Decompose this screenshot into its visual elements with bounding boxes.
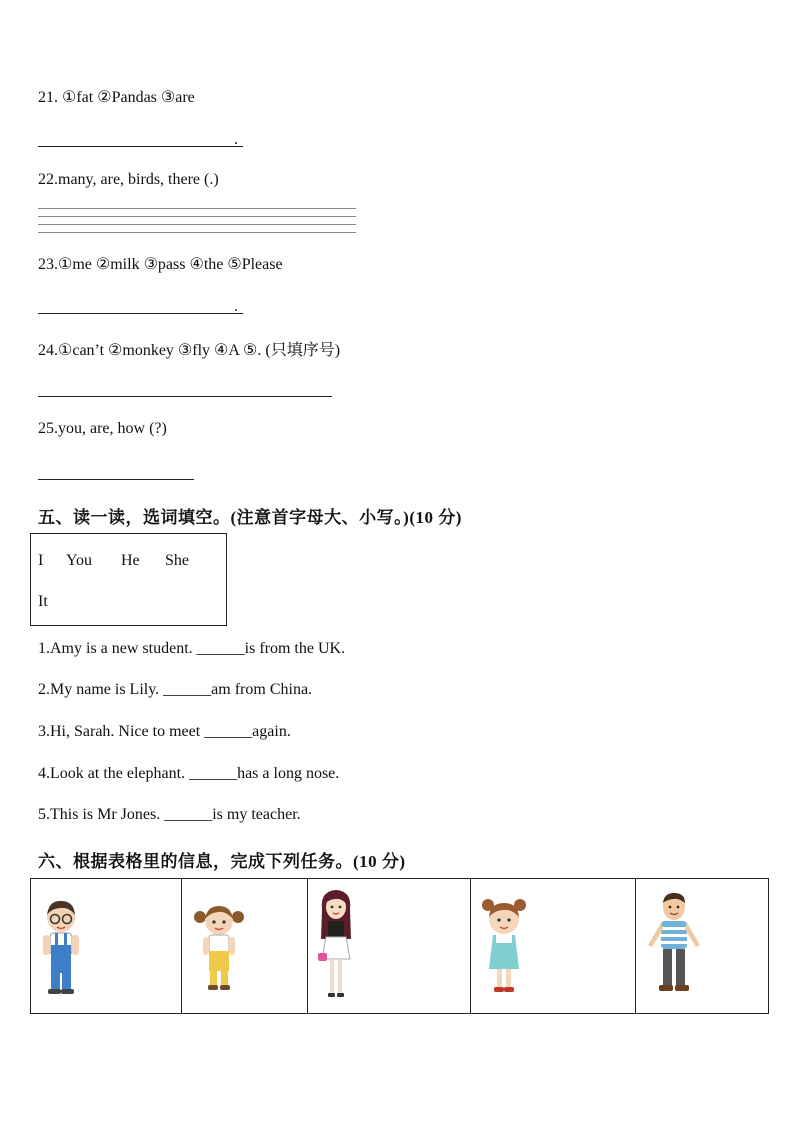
answer-line-25[interactable] <box>38 479 194 480</box>
question-25: 25.you, are, how (?) <box>38 420 167 437</box>
man-striped-shirt-image <box>644 891 704 997</box>
answer-line-23[interactable] <box>38 313 243 314</box>
table-cell-girl-buns <box>471 879 636 1014</box>
question-24: 24.①can’t ②monkey ③fly ④A ⑤. (只填序号) <box>38 342 341 359</box>
answer-line-24[interactable] <box>38 396 332 397</box>
word-bank-word: It <box>38 593 48 610</box>
fill-blank-item-1[interactable]: 1.Amy is a new student. ______is from the UK. <box>38 640 346 657</box>
people-picture-table <box>30 878 769 1014</box>
section-6-heading: 六、根据表格里的信息，完成下列任务。(10 分) <box>38 852 406 871</box>
answer-line-21[interactable] <box>38 146 243 147</box>
table-cell-boy <box>31 879 182 1014</box>
table-cell-man <box>636 879 769 1014</box>
fill-blank-item-5[interactable]: 5.This is Mr Jones. ______is my teacher. <box>38 806 301 823</box>
answer-21-period: . <box>234 131 238 148</box>
woman-long-hair-image <box>316 887 356 1005</box>
question-21: 21. ①fat ②Pandas ③are <box>38 89 195 106</box>
fill-blank-item-4[interactable]: 4.Look at the elephant. ______has a long nose. <box>38 765 340 782</box>
answer-23-period: . <box>234 298 238 315</box>
word-bank-word: She <box>165 552 189 569</box>
section-5-heading: 五、读一读，选词填空。(注意首字母大、小写。)(10 分) <box>38 508 462 527</box>
word-bank-word: You <box>66 552 92 569</box>
table-cell-woman <box>308 879 471 1014</box>
fill-blank-item-3[interactable]: 3.Hi, Sarah. Nice to meet ______again. <box>38 723 291 740</box>
word-bank-word: He <box>121 552 140 569</box>
word-bank-box <box>30 533 227 626</box>
boy-with-glasses-image <box>37 897 85 997</box>
question-23: 23.①me ②milk ③pass ④the ⑤Please <box>38 256 283 273</box>
girl-with-pigtails-image <box>192 903 246 993</box>
table-cell-girl-pigtails <box>182 879 308 1014</box>
fill-blank-item-2[interactable]: 2.My name is Lily. ______am from China. <box>38 681 313 698</box>
word-bank-word: I <box>38 552 44 569</box>
question-22: 22.many, are, birds, there (.) <box>38 171 219 188</box>
girl-with-buns-image <box>477 897 531 997</box>
